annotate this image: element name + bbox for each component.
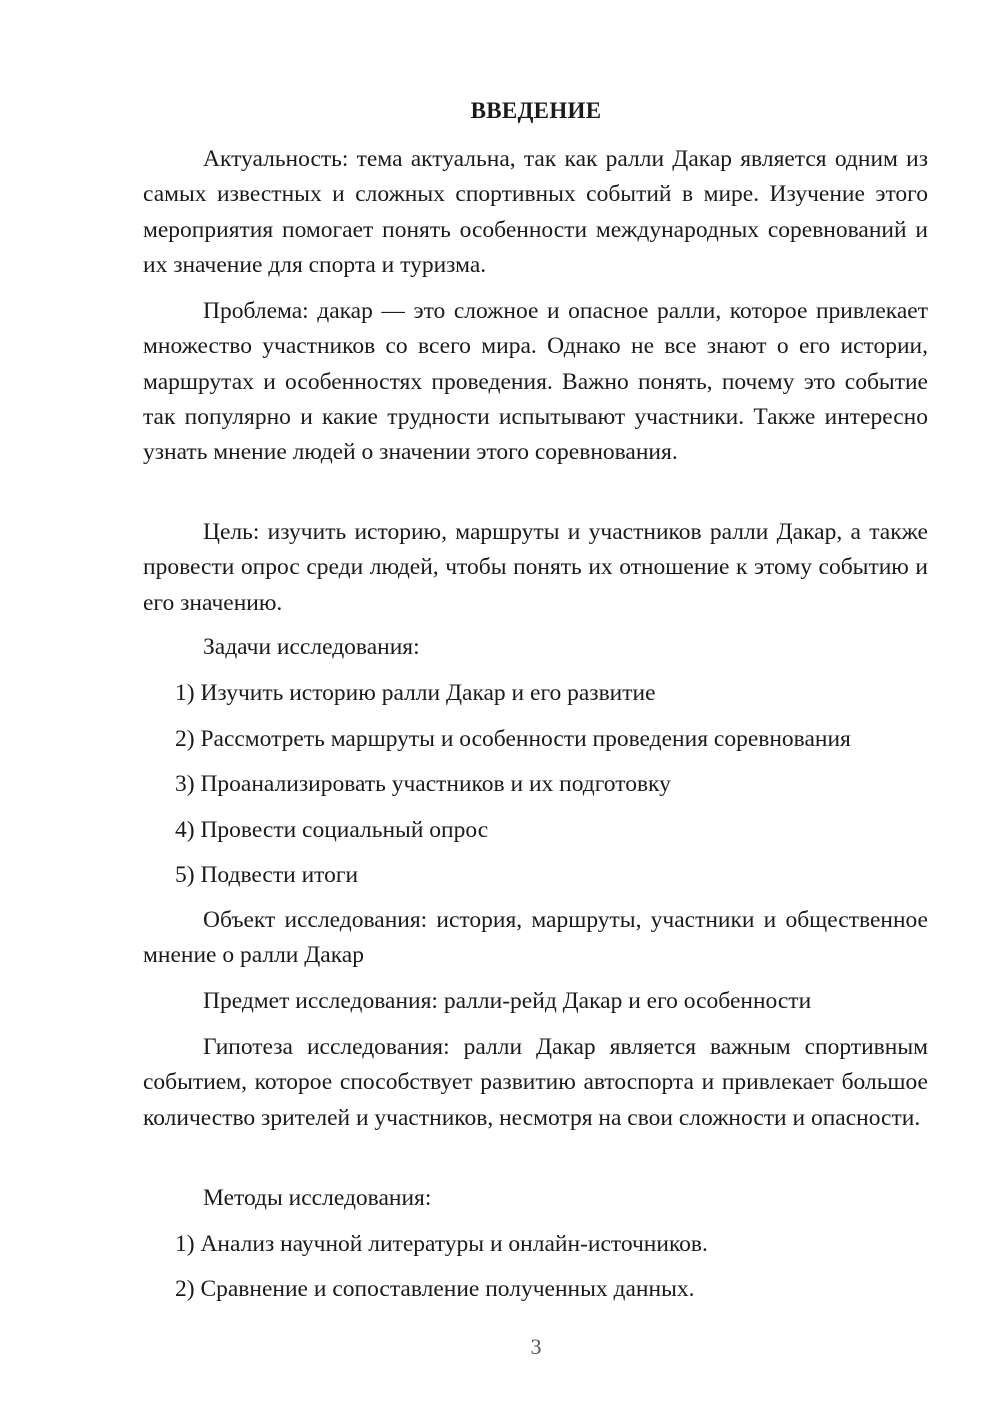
goal-paragraph: Цель: изучить историю, маршруты и участников ралли Дакар, а также провести опрос среди людей, чтобы понять их отношение к этому событию и его значению. [143, 519, 928, 616]
relevance-paragraph: Актуальность: тема актуальна, так как ралли Дакар является одним из самых известных и сложных спортивных событий в мире. Изучение этого мероприятия помогает понять особенности международных соревнований и их значение для спорта и туризма. [143, 146, 928, 278]
task-item: 3) Проанализировать участников и их подготовку [175, 771, 671, 797]
method-item: 2) Сравнение и сопоставление полученных данных. [175, 1276, 695, 1302]
object-paragraph: Объект исследования: история, маршруты, участники и общественное мнение о ралли Дакар [143, 907, 928, 969]
method-item: 1) Анализ научной литературы и онлайн-источников. [175, 1231, 708, 1257]
hypothesis-paragraph: Гипотеза исследования: ралли Дакар является важным спортивным событием, которое способствует развитию автоспорта и привлекает большое количество зрителей и участников, несмотря на свои сложности и опасности. [143, 1034, 928, 1131]
task-item: 2) Рассмотреть маршруты и особенности проведения соревнования [175, 726, 851, 752]
task-item: 5) Подвести итоги [175, 862, 359, 888]
tasks-heading: Задачи исследования: [203, 634, 420, 660]
task-item: 4) Провести социальный опрос [175, 817, 489, 843]
task-item: 1) Изучить историю ралли Дакар и его развитие [175, 680, 656, 706]
section-heading: ВВЕДЕНИЕ [470, 98, 602, 123]
page-number: 3 [530, 1334, 542, 1359]
methods-heading: Методы исследования: [203, 1185, 432, 1211]
subject-paragraph: Предмет исследования: ралли-рейд Дакар и его особенности [203, 988, 812, 1014]
problem-paragraph: Проблема: дакар — это сложное и опасное ралли, которое привлекает множество участников со всего мира. Однако не все знают о его истории, маршрутах и особенностях проведения. Важно понять, почему это событие так популярно и какие трудности испытывают участники. Также интересно узнать мнение людей о значении этого соревнования. [143, 298, 928, 466]
